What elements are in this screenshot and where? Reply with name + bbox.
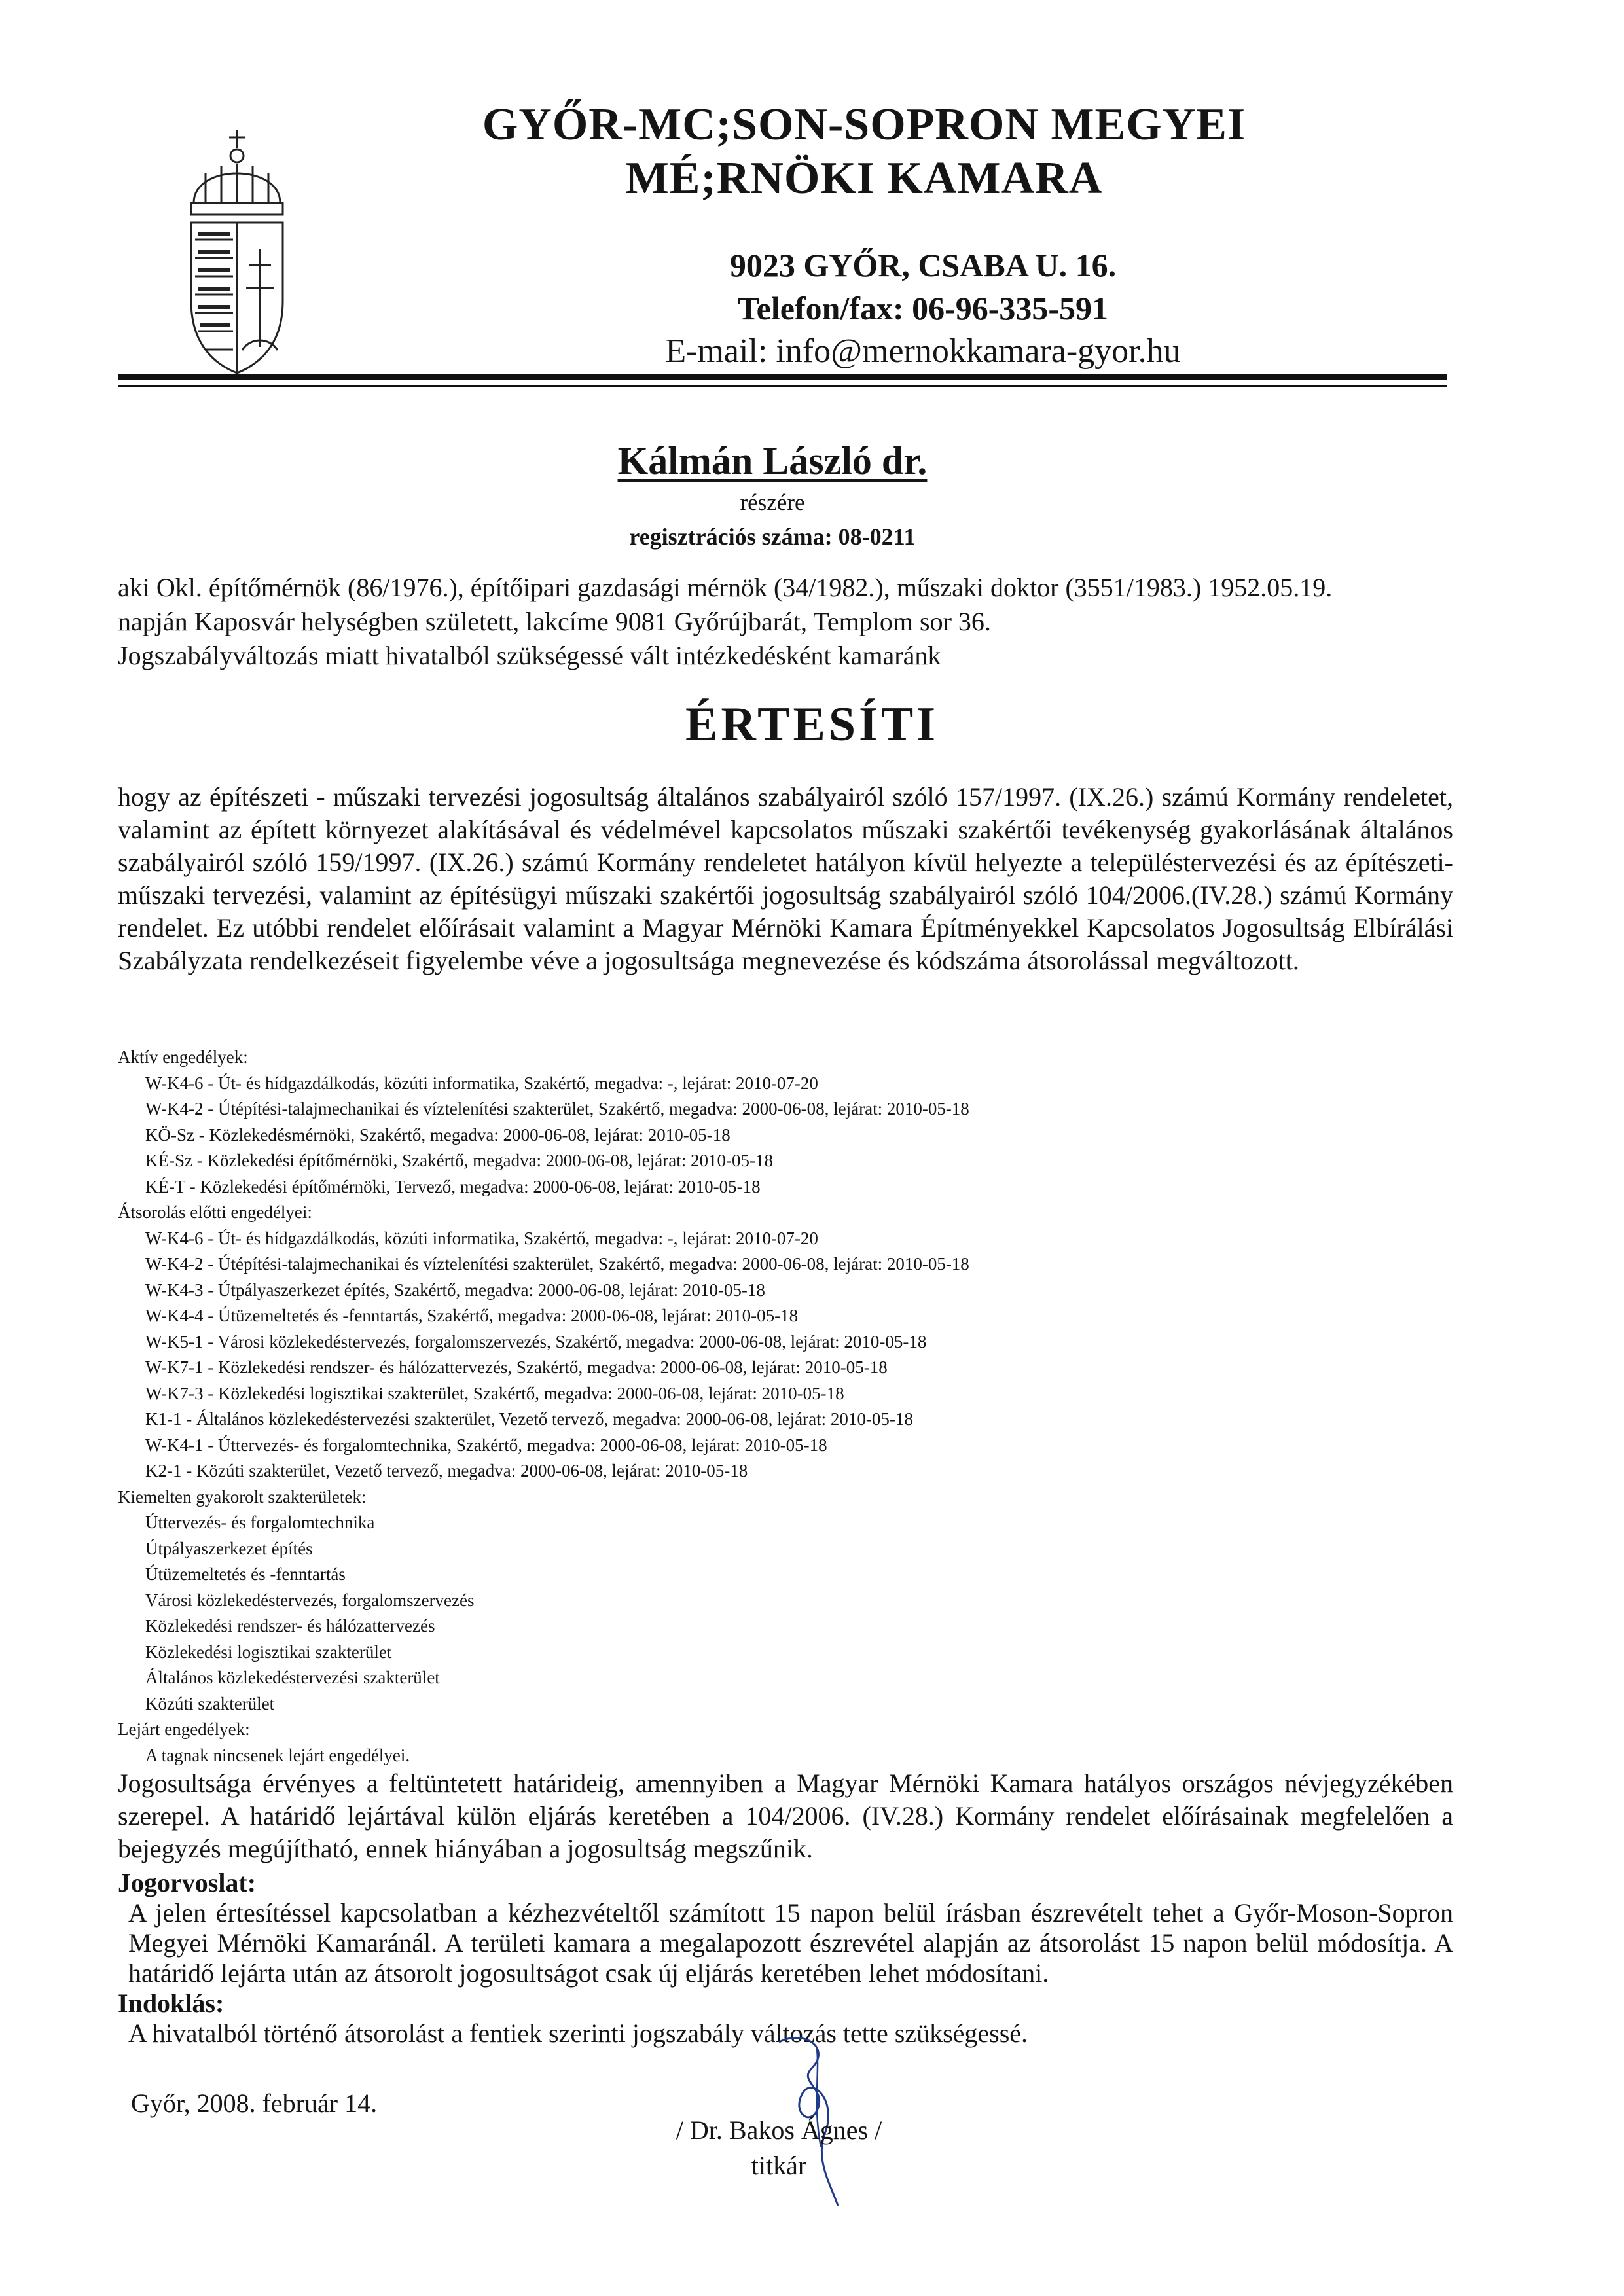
featured-field-item: Közlekedési logisztikai szakterület [145,1641,392,1662]
notice-heading: ÉRTESÍTI [685,698,939,751]
phone-fax: Telefon/fax: 06-96-335-591 [737,290,1109,327]
permit-item: W-K4-4 - Útüzemeltetés és -fenntartás, Szakértő, megadva: 2000-06-08, lejárat: 2010-05-18 [145,1306,799,1325]
remedy-text: A jelen értesítéssel kapcsolatban a kézhezvételtől számított 15 napon belül írásban észrevételt tehet a Győr-Moson-Sopron Megyei Mérnöki Kamaránál. A területi kamara a megalapozott észrevétel alapján az átsorolást 15 napon belül módosítja. A határidő lejárta után az átsorolt jogosultságot csak új eljárás keretében lehet módosítani. [128,1898,1453,1988]
permit-item: W-K5-1 - Városi közlekedéstervezés, forgalomszervezés, Szakértő, megadva: 2000-06-08, lejárat: 2010-05-18 [145,1331,927,1352]
permit-item: K2-1 - Közúti szakterület, Vezető tervező, megadva: 2000-06-08, lejárat: 2010-05-18 [145,1461,748,1480]
featured-field-item: Útpályaszerkezet építés [145,1538,313,1558]
recipient-name: Kálmán László dr. [617,439,928,482]
permit-item: W-K4-1 - Úttervezés- és forgalomtechnika, Szakértő, megadva: 2000-06-08, lejárat: 2010-05-18 [145,1435,827,1455]
permit-item: W-K4-6 - Út- és hídgazdálkodás, közúti informatika, Szakértő, megadva: -, lejárat: 2010-07-20 [145,1228,818,1248]
signer-block [661,2113,897,2183]
expired-permit-item: A tagnak nincsenek lejárt engedélyei. [145,1745,410,1765]
featured-field-item: Általános közlekedéstervezési szakterület [145,1668,440,1687]
permit-item: KÖ-Sz - Közlekedésmérnöki, Szakértő, megadva: 2000-06-08, lejárat: 2010-05-18 [145,1124,731,1145]
featured-field-item: Úttervezés- és forgalomtechnika [145,1513,375,1532]
reason-label: Indoklás: [118,1988,225,2018]
previous-permits-label: Átsorolás előtti engedélyei: [118,1202,312,1222]
permit-item: W-K4-6 - Út- és hídgazdálkodás, közúti informatika, Szakértő, megadva: -, lejárat: 2010-07-20 [145,1073,818,1093]
chamber-name [367,98,1362,206]
chamber-name-line1: GYŐR-MC;SON-SOPRON MEGYEI [482,99,1246,150]
email-address: E-mail: info@mernokkamara-gyor.hu [665,332,1181,370]
legal-remedy-section [118,1868,1453,2049]
main-paragraph: hogy az építészeti - műszaki tervezési jogosultság általános szabályairól szóló 157/1997. (IX.26.) számú Kormány rendeletet, valamint az épített környezet alakításával és védelmével kapcsolatos műszaki szakértői tevékenység gyakorlásának általános szabályairól szóló 159/1997. (IX.26.) számú Kormány rendeletet hatályon kívül helyezte a településtervezési és az építészeti-műszaki tervezési, valamint az építésügyi műszaki szakértői jogosultság szabályairól szóló 104/2006.(IV.28.) számú Kormány rendelet. Ez utóbbi rendelet előírásait valamint a Magyar Mérnöki Kamara Építményekkel Kapcsolatos Jogosultság Elbírálási Szabályzata rendelkezéseit figyelembe véve a jogosultsága megnevezése és kódszáma átsorolással megváltozott. [118,782,1453,975]
active-permits-label: Aktív engedélyek: [118,1047,248,1067]
intro-line: napján Kaposvár helységben született, lakcíme 9081 Győrújbarát, Templom sor 36. [118,607,991,636]
permit-item: W-K4-2 - Útépítési-talajmechanikai és víztelenítési szakterület, Szakértő, megadva: 2000-06-08, lejárat: 2010-05-18 [145,1254,969,1274]
permit-item: KÉ-Sz - Közlekedési építőmérnöki, Szakértő, megadva: 2000-06-08, lejárat: 2010-05-18 [145,1151,773,1170]
permit-item: KÉ-T - Közlekedési építőmérnöki, Tervező, megadva: 2000-06-08, lejárat: 2010-05-18 [145,1176,761,1196]
intro-text [118,571,1453,673]
chamber-name-line2: MÉ;RNÖKI KAMARA [625,153,1103,204]
intro-line: Jogszabályváltozás miatt hivatalból szükségessé vált intézkedésként kamaránk [118,641,941,670]
header-rule-thick [118,374,1447,380]
permit-item: W-K4-3 - Útpályaszerkezet építés, Szakértő, megadva: 2000-06-08, lejárat: 2010-05-18 [145,1280,765,1300]
intro-line: aki Okl. építőmérnök (86/1976.), építőipari gazdasági mérnök (34/1982.), műszaki doktor (3551/1983.) 1952.05.19. [118,573,1333,602]
featured-field-item: Közlekedési rendszer- és hálózattervezés [145,1616,435,1636]
hungarian-coat-of-arms-icon [171,124,302,386]
validity-paragraph: Jogosultsága érvényes a feltüntetett határideig, amennyiben a Magyar Mérnöki Kamara hatályos országos névjegyzékében szerepel. A határidő lejártával külön eljárás keretében a 104/2006. (IV.28.) Kormány rendelet előírásainak megfelelően a bejegyzés megújítható, ennek hiányában a jogosultság megszűnik. [118,1768,1453,1863]
recipient-block [524,437,1021,554]
reason-text: A hivatalból történő átsorolást a fentiek szerinti jogszabály változás tette szükségessé. [128,2018,1028,2048]
featured-fields-label: Kiemelten gyakorolt szakterületek: [118,1486,367,1507]
remedy-label: Jogorvoslat: [118,1868,257,1897]
permit-item: W-K4-2 - Útépítési-talajmechanikai és víztelenítési szakterület, Szakértő, megadva: 2000-06-08, lejárat: 2010-05-18 [145,1099,969,1119]
place-and-date: Győr, 2008. február 14. [131,2089,378,2118]
permit-item: W-K7-1 - Közlekedési rendszer- és hálózattervezés, Szakértő, megadva: 2000-06-08, lejárat: 2010-05-18 [145,1357,888,1377]
recipient-for-label: részére [740,490,805,515]
signer-title: titkár [751,2151,807,2180]
postal-address: 9023 GYŐR, CSABA U. 16. [729,247,1117,283]
chamber-contact [589,243,1257,373]
permit-list [118,1045,1453,1768]
expired-permits-label: Lejárt engedélyek: [118,1719,250,1739]
featured-field-item: Útüzemeltetés és -fenntartás [145,1564,346,1584]
registration-number: regisztrációs száma: 08-0211 [629,524,916,550]
permit-item: K1-1 - Általános közlekedéstervezési szakterület, Vezető tervező, megadva: 2000-06-08, lejárat: 2010-05-18 [145,1409,913,1429]
featured-field-item: Közúti szakterület [145,1693,275,1713]
featured-field-item: Városi közlekedéstervezés, forgalomszervezés [145,1590,475,1610]
header-rule-thin [118,385,1447,387]
permit-item: W-K7-3 - Közlekedési logisztikai szakterület, Szakértő, megadva: 2000-06-08, lejárat: 2010-05-18 [145,1383,844,1403]
signer-name: / Dr. Bakos Ágnes / [676,2115,882,2145]
